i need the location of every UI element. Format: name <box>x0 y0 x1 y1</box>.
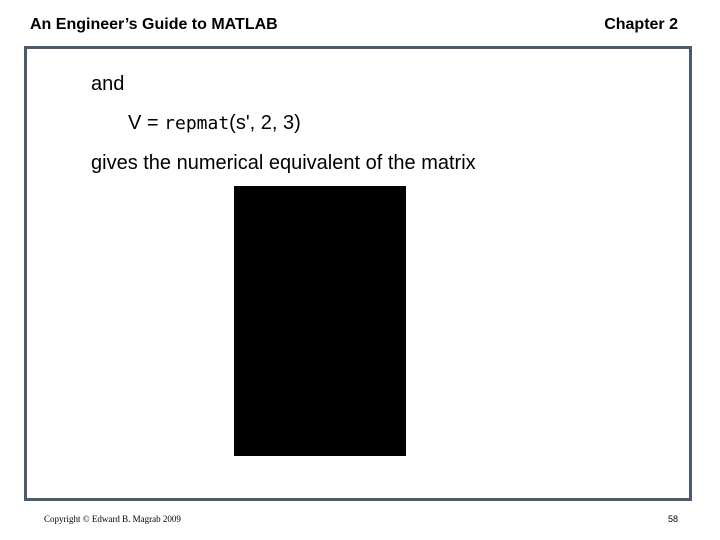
chapter-label: Chapter 2 <box>604 16 678 33</box>
code-args: (s', 2, 3) <box>229 112 301 134</box>
page-number: 58 <box>667 514 678 524</box>
text-gives-equivalent: gives the numerical equivalent of the matrix <box>91 152 476 174</box>
text-and: and <box>91 73 125 95</box>
matrix-image <box>234 186 406 456</box>
copyright-text: Copyright © Edward B. Magrab 2009 <box>44 514 181 524</box>
code-line <box>128 113 301 133</box>
code-function: repmat <box>164 113 230 134</box>
document-title: An Engineer’s Guide to MATLAB <box>30 16 278 33</box>
code-prefix: V = <box>128 112 165 134</box>
